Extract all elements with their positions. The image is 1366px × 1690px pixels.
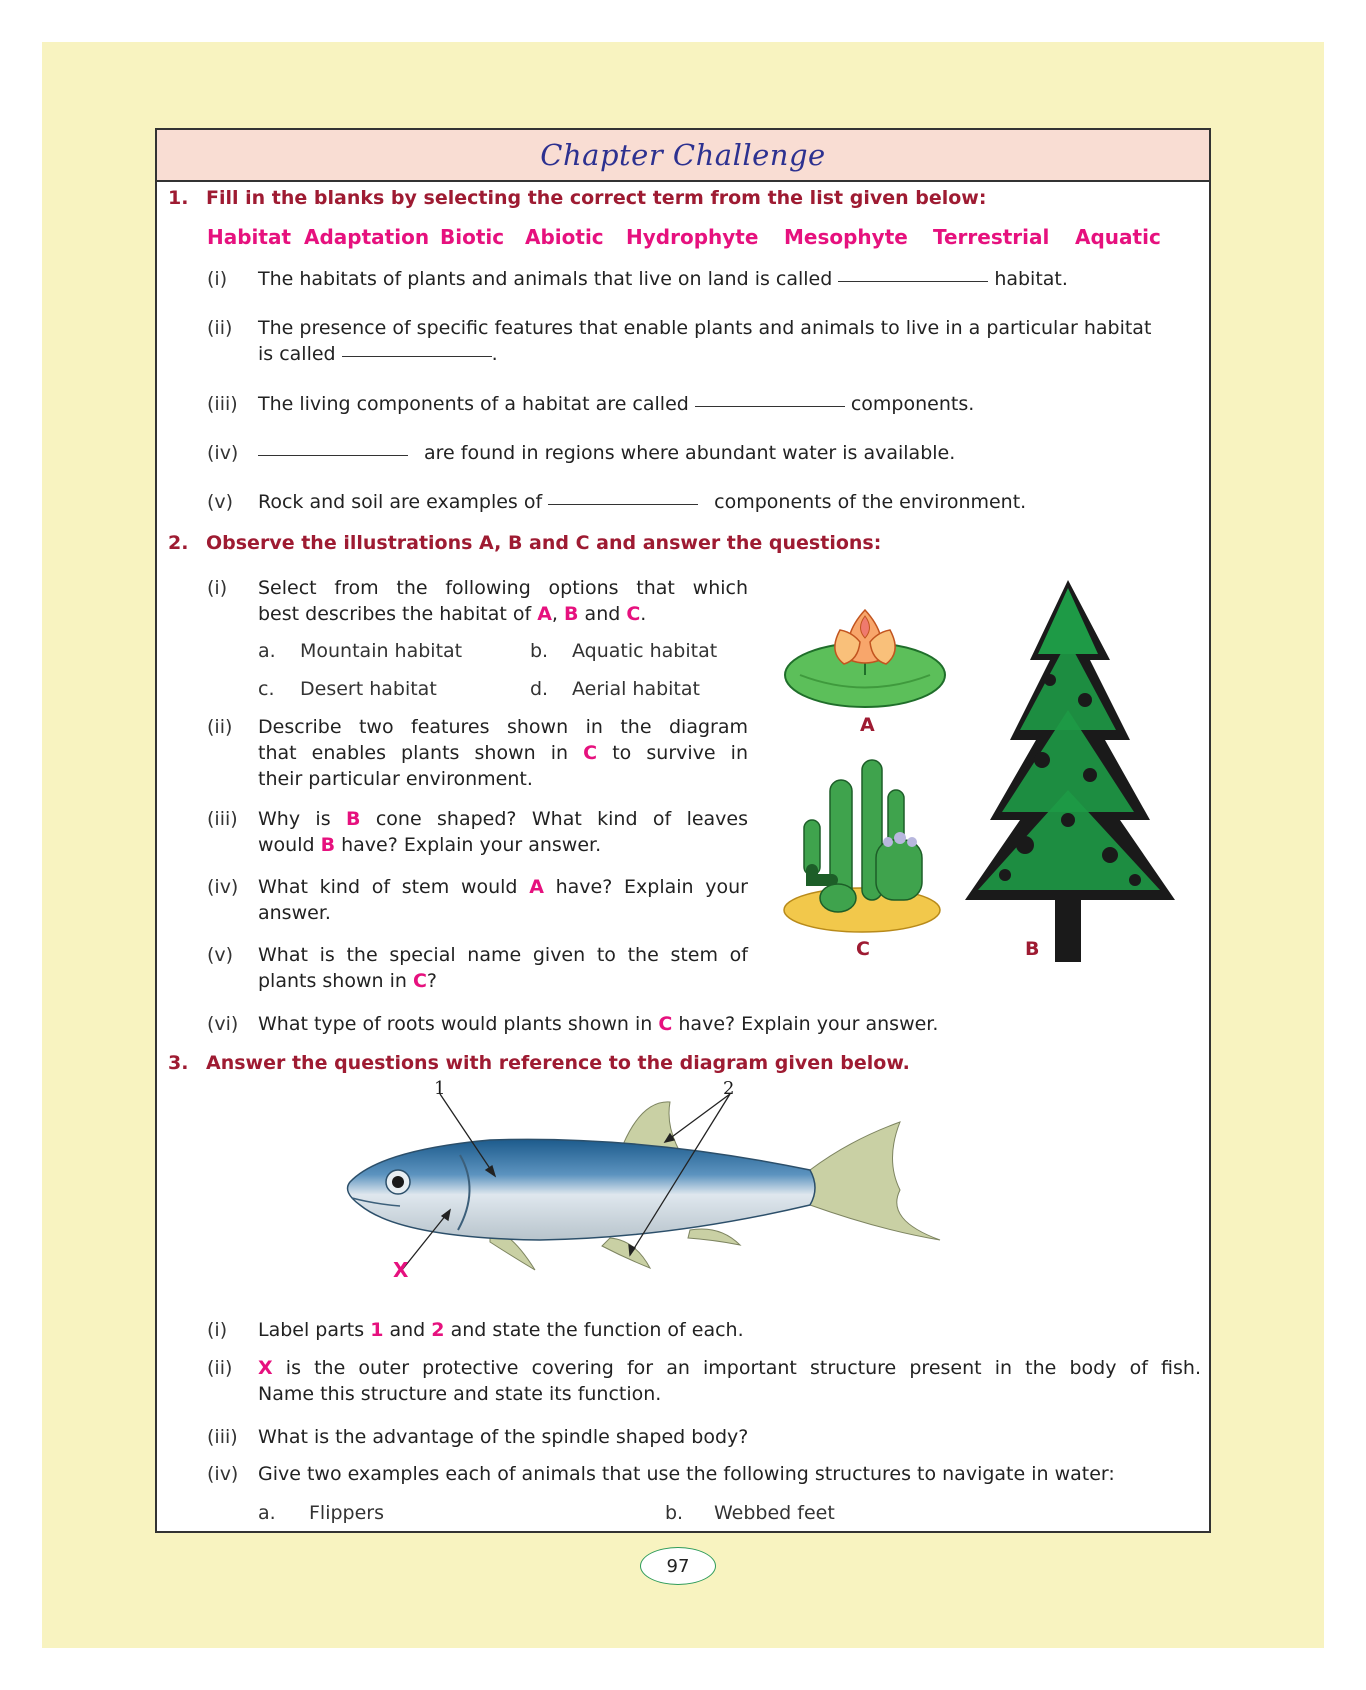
q2-ii-label: (ii) [207,716,233,738]
figure-label-c: C [856,938,870,960]
term-adaptation: Adaptation [304,225,430,249]
q2-ii-text [258,714,748,792]
q2-ii-line2-post: to survive in [612,742,748,764]
q1-v-label: (v) [207,491,234,513]
q2-vi-pre: What type of roots would plants shown in [258,1013,653,1035]
sub-a-key: a. [258,1502,276,1524]
q1-i-label: (i) [207,268,228,290]
q2-vi-label: (vi) [207,1013,239,1035]
q1-iii-before: The living components of a habitat are called [258,393,689,415]
q2-i-text [258,575,748,627]
highlight-b: B [320,834,336,856]
q2-iv-text [258,874,748,926]
blank [695,406,845,407]
term-biotic: Biotic [440,225,505,249]
highlight-c: C [626,603,641,625]
q2-i-end: . [640,603,647,625]
q2-ii-line2 [258,740,748,766]
sub-b-key: b. [665,1502,684,1524]
q1-ii-line1: The presence of specific features that enable plants and animals to live in a particular habitat [258,317,1152,339]
q3-iv-label: (iv) [207,1463,239,1485]
q1-v-after: components of the environment. [714,491,1027,513]
term-habitat: Habitat [207,225,292,249]
q1-heading [168,187,986,209]
q2-iii-line1-post: cone shaped? What kind of leaves [375,808,749,830]
pointer-2a [665,1094,730,1142]
q2-heading-text: Observe the illustrations A, B and C and answer the questions: [206,532,882,554]
option-a-text: Mountain habitat [300,640,463,662]
q3-heading-text: Answer the questions with reference to the diagram given below. [206,1052,910,1074]
term-mesophyte: Mesophyte [784,225,908,249]
option-d-key: d. [530,678,549,700]
highlight-x: X [258,1357,273,1379]
q2-iii-label: (iii) [207,808,238,830]
q3-ii-label: (ii) [207,1357,233,1379]
highlight-1: 1 [370,1319,384,1341]
option-b-text: Aquatic habitat [572,640,718,662]
q2-iii-line2-pre: would [258,834,315,856]
q3-i-pre: Label parts [258,1319,365,1341]
plant-illustrations [780,580,1200,970]
q2-i-label: (i) [207,577,228,599]
q3-i-post: and state the function of each. [450,1319,744,1341]
q3-ii-line1 [258,1355,1201,1381]
term-abiotic: Abiotic [525,225,604,249]
q1-i-after: habitat. [994,268,1068,290]
q3-i-text [258,1317,1208,1343]
highlight-2: 2 [431,1319,445,1341]
q3-iii-label: (iii) [207,1426,238,1448]
q2-number: 2. [168,532,189,554]
q3-ii-text [258,1355,1201,1407]
q2-iii-line2 [258,832,748,858]
q2-iv-label: (iv) [207,876,239,898]
q2-vi-text [258,1011,1208,1037]
figure-label-a: A [860,714,875,736]
title-banner [157,130,1209,182]
term-aquatic: Aquatic [1075,225,1161,249]
blank [838,281,988,282]
q1-heading-text: Fill in the blanks by selecting the correct term from the list given below: [206,187,987,209]
q2-heading [168,532,881,554]
term-hydrophyte: Hydrophyte [626,225,759,249]
q2-v-line1: What is the special name given to the stem of [258,944,748,966]
conifer-tree-illustration [965,580,1175,962]
fish-illustration [348,1102,940,1270]
q1-iv-after: are found in regions where abundant water is available. [424,442,956,464]
q3-heading [168,1052,910,1074]
q2-v-text [258,942,748,994]
option-b-key: b. [530,640,549,662]
term-terrestrial: Terrestrial [933,225,1050,249]
fish-label-1: 1 [434,1078,446,1099]
figure-label-b: B [1025,938,1040,960]
q2-i-line2 [258,601,748,627]
highlight-c: C [412,970,427,992]
q3-ii-line2: Name this structure and state its function. [258,1383,662,1405]
sub-a-text: Flippers [309,1502,385,1524]
option-c-key: c. [258,678,275,700]
q2-i-sep2: and [584,603,621,625]
q2-iii-line1 [258,806,748,832]
page-number: 97 [640,1547,716,1585]
q1-iii-text [258,391,1208,417]
q1-iii-after: components. [850,393,975,415]
q2-iv-line2: answer. [258,902,331,924]
q1-i-text [258,266,1208,292]
q1-i-before: The habitats of plants and animals that live on land is called [258,268,833,290]
highlight-c: C [658,1013,673,1035]
blank [342,356,492,357]
sub-b-text: Webbed feet [714,1502,835,1524]
q1-iii-label: (iii) [207,393,238,415]
highlight-a: A [529,876,544,898]
option-a-key: a. [258,640,276,662]
q2-iii-line2-post: have? Explain your answer. [341,834,602,856]
q2-iii-line1-pre: Why is [258,808,331,830]
q1-v-before: Rock and soil are examples of [258,491,543,513]
q3-number: 3. [168,1052,189,1074]
q2-iv-line1-pre: What kind of stem would [258,876,518,898]
q2-i-sep1: , [551,603,558,625]
q2-iv-line1-post: have? Explain your [555,876,748,898]
q2-v-line2-post: ? [426,970,438,992]
highlight-a: A [537,603,552,625]
q1-ii-after: . [491,343,498,365]
fish-diagram [340,1080,960,1280]
q3-iii-text: What is the advantage of the spindle shaped body? [258,1426,749,1448]
blank [548,504,698,505]
fish-label-2: 2 [723,1078,735,1099]
page-title: Chapter Challenge [540,138,826,172]
q2-vi-post: have? Explain your answer. [678,1013,939,1035]
q1-v-text [258,489,1208,515]
blank [258,455,408,456]
cactus-illustration [784,760,940,932]
q2-iii-text [258,806,748,858]
highlight-b: B [564,603,579,625]
q2-v-line2 [258,968,748,994]
q3-i-mid: and [389,1319,426,1341]
fish-label-x: X [393,1258,409,1282]
q3-ii-line1-post: is the outer protective covering for an important structure present in the body of fish. [285,1357,1201,1379]
q1-ii-text [258,315,1203,367]
q1-number: 1. [168,187,189,209]
q1-ii-before: is called [258,343,336,365]
q2-v-line2-pre: plants shown in [258,970,407,992]
q2-ii-line1: Describe two features shown in the diagram [258,716,748,738]
q1-iv-text [258,440,1208,466]
q2-iv-line1 [258,874,748,900]
q2-i-line1: Select from the following options that which [258,577,748,599]
q1-ii-label: (ii) [207,317,233,339]
q2-ii-line3: their particular environment. [258,768,533,790]
highlight-b: B [346,808,361,830]
q1-iv-label: (iv) [207,442,239,464]
q3-i-label: (i) [207,1319,228,1341]
q3-iv-text: Give two examples each of animals that use the following structures to navigate in water: [258,1463,1115,1485]
q2-i-line2-pre: best describes the habitat of [258,603,532,625]
lotus-illustration [785,610,945,707]
highlight-c: C [583,742,598,764]
q2-ii-line2-pre: that enables plants shown in [258,742,569,764]
q2-v-label: (v) [207,944,234,966]
option-c-text: Desert habitat [300,678,437,700]
option-d-text: Aerial habitat [572,678,700,700]
